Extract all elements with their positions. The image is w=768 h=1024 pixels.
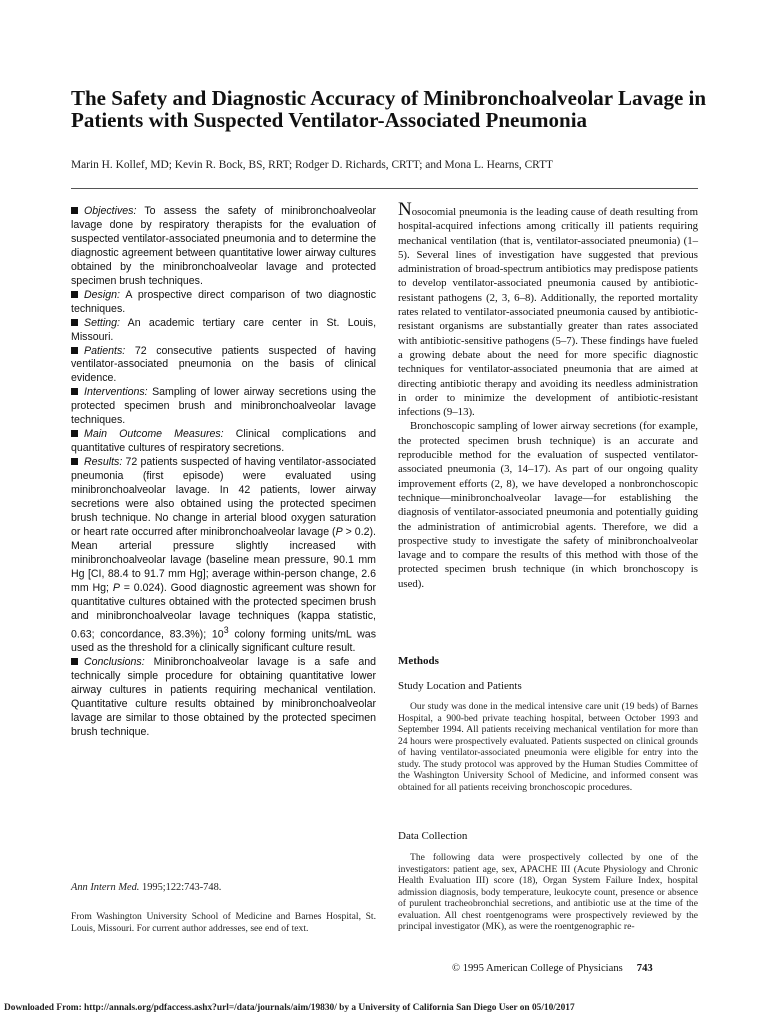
drop-cap: N <box>398 199 412 220</box>
results-text-1: 72 patients suspected of having ventilator-associated pneumonia (first episode) were evaluated using minibronchoalveolar lavage. In 42 patients, lower airway secretions were also obtained using the protected specimen brush technique. No change in arterial blood oxygen saturation or heart rate occurred after minibronchoalveolar lavage ( <box>71 456 377 538</box>
abstract-setting <box>71 317 376 345</box>
introduction <box>398 199 698 591</box>
bullet-square-icon <box>71 291 78 298</box>
abstract-design <box>71 289 376 317</box>
copyright-notice: © 1995 American College of Physicians <box>452 963 623 974</box>
results-text-3: = 0.024). Good diagnostic agreement was shown for quantitative cultures obtained with the protected specimen brush and minibronchoalveolar lavage techniques (kappa statistic, 0.63; concordance, 83.3%); 10 <box>71 581 376 641</box>
study-location-text <box>398 701 698 793</box>
methods-heading: Methods <box>398 655 439 667</box>
bullet-square-icon <box>71 319 78 326</box>
paragraph: Our study was done in the medical intensive care unit (19 beds) of Barnes Hospital, a 900-bed private teaching hospital, between October 1993 and September 1994. All patients receiving mechanical ventilation for more than 24 hours were prospectively evaluated. Patients suspected on clinical grounds of having ventilator-associated pneumonia were eligible for entry into the study. The study protocol was approved by the Human Studies Committee of the Washington University School of Medicine, and informed consent was obtained for all patients receiving bronchoscopic procedures. <box>398 701 698 793</box>
results-text-4: colony forming units/mL was used as the threshold for a clinically significant culture result. <box>71 628 376 655</box>
bullet-square-icon <box>71 658 78 665</box>
intro-text-1: osocomial pneumonia is the leading cause of death resulting from hospital-acquired infections among critically ill patients requiring mechanical ventilation (that is, ventilator-associated pneumonia) (1–5). Several lines of investigation have suggested that previous administration of broad-spectrum antibiotics may predispose patients to develop ventilator-associated pneumonia caused by antibiotic-resistant pathogens (2, 3, 6–8). Additionally, the reported mortality rates related to ventilator-associated pneumonia caused by antibiotic-resistant organisms are substantially greater than rates associated with antibiotic-sensitive pathogens (5–7). These findings have fueled a growing debate about the need for more specific diagnostic techniques for ventilator-associated pneumonia that are aimed at directing antibiotic therapy and avoiding its needless administration in order to minimize the development of antibiotic-resistant infections (9–13). <box>398 206 698 419</box>
abstract-conclusions <box>71 656 376 740</box>
setting-label: Setting: <box>84 316 120 329</box>
interventions-text: Sampling of lower airway secretions using the protected specimen brush and minibronchoalveolar lavage techniques. <box>71 386 376 427</box>
journal-name: Ann Intern Med. <box>71 882 140 893</box>
author-list: Marin H. Kollef, MD; Kevin R. Bock, BS, RRT; Rodger D. Richards, CRTT; and Mona L. Hearns, CRTT <box>71 159 554 171</box>
abstract-objectives <box>71 205 376 289</box>
journal-citation <box>71 882 376 893</box>
p-symbol: P <box>335 525 343 538</box>
intro-paragraph: Bronchoscopic sampling of lower airway secretions (for example, the protected specimen brush technique) is an accurate and reproducible method for the evaluation of suspected ventilator-associated pneumonia (3, 14–17). As part of our ongoing quality improvement efforts (2, 8), we have developed a nonbronchoscopic technique—minibronchoalveolar lavage—for establishing the diagnosis of ventilator-associated pneumonia and potentially guiding the administration of antimicrobial agents. Therefore, we did a prospective study to investigate the safety of minibronchoalveolar lavage and to compare the results of this method with those of the protected specimen brush technique (in which bronchoscopy is used). <box>398 420 698 590</box>
setting-text: An academic tertiary care center in St. Louis, Missouri. <box>71 316 377 343</box>
design-label: Design: <box>84 288 120 301</box>
subsection-heading: Study Location and Patients <box>398 680 522 692</box>
design-text: A prospective direct comparison of two diagnostic techniques. <box>71 288 376 315</box>
results-label: Results: <box>84 456 123 469</box>
bullet-square-icon <box>71 207 78 214</box>
abstract-patients <box>71 345 376 387</box>
bullet-square-icon <box>71 430 78 437</box>
page-footer <box>452 963 698 974</box>
objectives-text: To assess the safety of minibronchoalveolar lavage done by respiratory therapists for the evaluation of suspected ventilator-associated pneumonia and to determine the diagnostic agreement between quantitative lower airway cultures obtained by the minibronchoalveolar lavage and protected specimen brush techniques. <box>71 205 376 287</box>
paragraph: The following data were prospectively collected by one of the investigators: patient age, sex, APACHE III (Acute Physiology and Chronic Health Evaluation III) score (18), Organ System Failure Index, hospital admission diagnosis, body temperature, leukocyte count, presence or absence of purulent tracheobronchial secretions, and antibiotic use at the time of the evaluation. All chest roentgenograms were prospectively reviewed by the principal investigator (MK), as were the roentgenographic re- <box>398 852 698 932</box>
conclusions-text: Minibronchoalveolar lavage is a safe and technically simple procedure for obtaining quantitative lower airway cultures in patients requiring mechanical ventilation. Quantitative culture results obtained by minibronchoalveolar lavage are similar to those obtained by the protected specimen brush technique. <box>71 656 376 738</box>
results-text-2: > 0.2). Mean arterial pressure slightly increased with minibronchoalveolar lavage (baseline mean pressure, 90.1 mm Hg [CI, 88.4 to 91.7 mm Hg]; average within-person change, 2.6 mm Hg; <box>71 525 376 594</box>
download-notice: Downloaded From: http://annals.org/pdfaccess.ashx?url=/data/journals/aim/19830/ by a University of California San Diego User on 05/10/2017 <box>4 1003 575 1013</box>
data-collection-text <box>398 852 698 933</box>
bullet-square-icon <box>71 458 78 465</box>
intro-paragraph <box>398 199 698 419</box>
outcome-text: Clinical complications and quantitative cultures of respiratory secretions. <box>71 428 376 455</box>
abstract-results <box>71 456 376 656</box>
abstract-outcome <box>71 428 376 456</box>
interventions-label: Interventions: <box>84 386 148 399</box>
page-number: 743 <box>636 963 653 974</box>
exponent: 3 <box>223 624 229 635</box>
conclusions-label: Conclusions: <box>84 656 145 669</box>
p-symbol: P <box>112 581 120 594</box>
header-divider <box>71 188 698 189</box>
author-affiliation: From Washington University School of Medicine and Barnes Hospital, St. Louis, Missouri. For current author addresses, see end of text. <box>71 911 376 934</box>
patients-text: 72 consecutive patients suspected of having ventilator-associated pneumonia on the basis of clinical evidence. <box>71 344 376 385</box>
patients-label: Patients: <box>84 344 126 357</box>
bullet-square-icon <box>71 388 78 395</box>
article-title: The Safety and Diagnostic Accuracy of Minibronchoalveolar Lavage in Patients with Suspected Ventilator-Associated Pneumonia <box>71 86 707 132</box>
subsection-heading: Data Collection <box>398 830 468 842</box>
abstract <box>71 205 376 740</box>
abstract-interventions <box>71 386 376 428</box>
outcome-label: Main Outcome Measures: <box>84 428 224 441</box>
objectives-label: Objectives: <box>84 205 137 217</box>
bullet-square-icon <box>71 347 78 354</box>
citation-ref: 1995;122:743-748. <box>142 882 222 893</box>
